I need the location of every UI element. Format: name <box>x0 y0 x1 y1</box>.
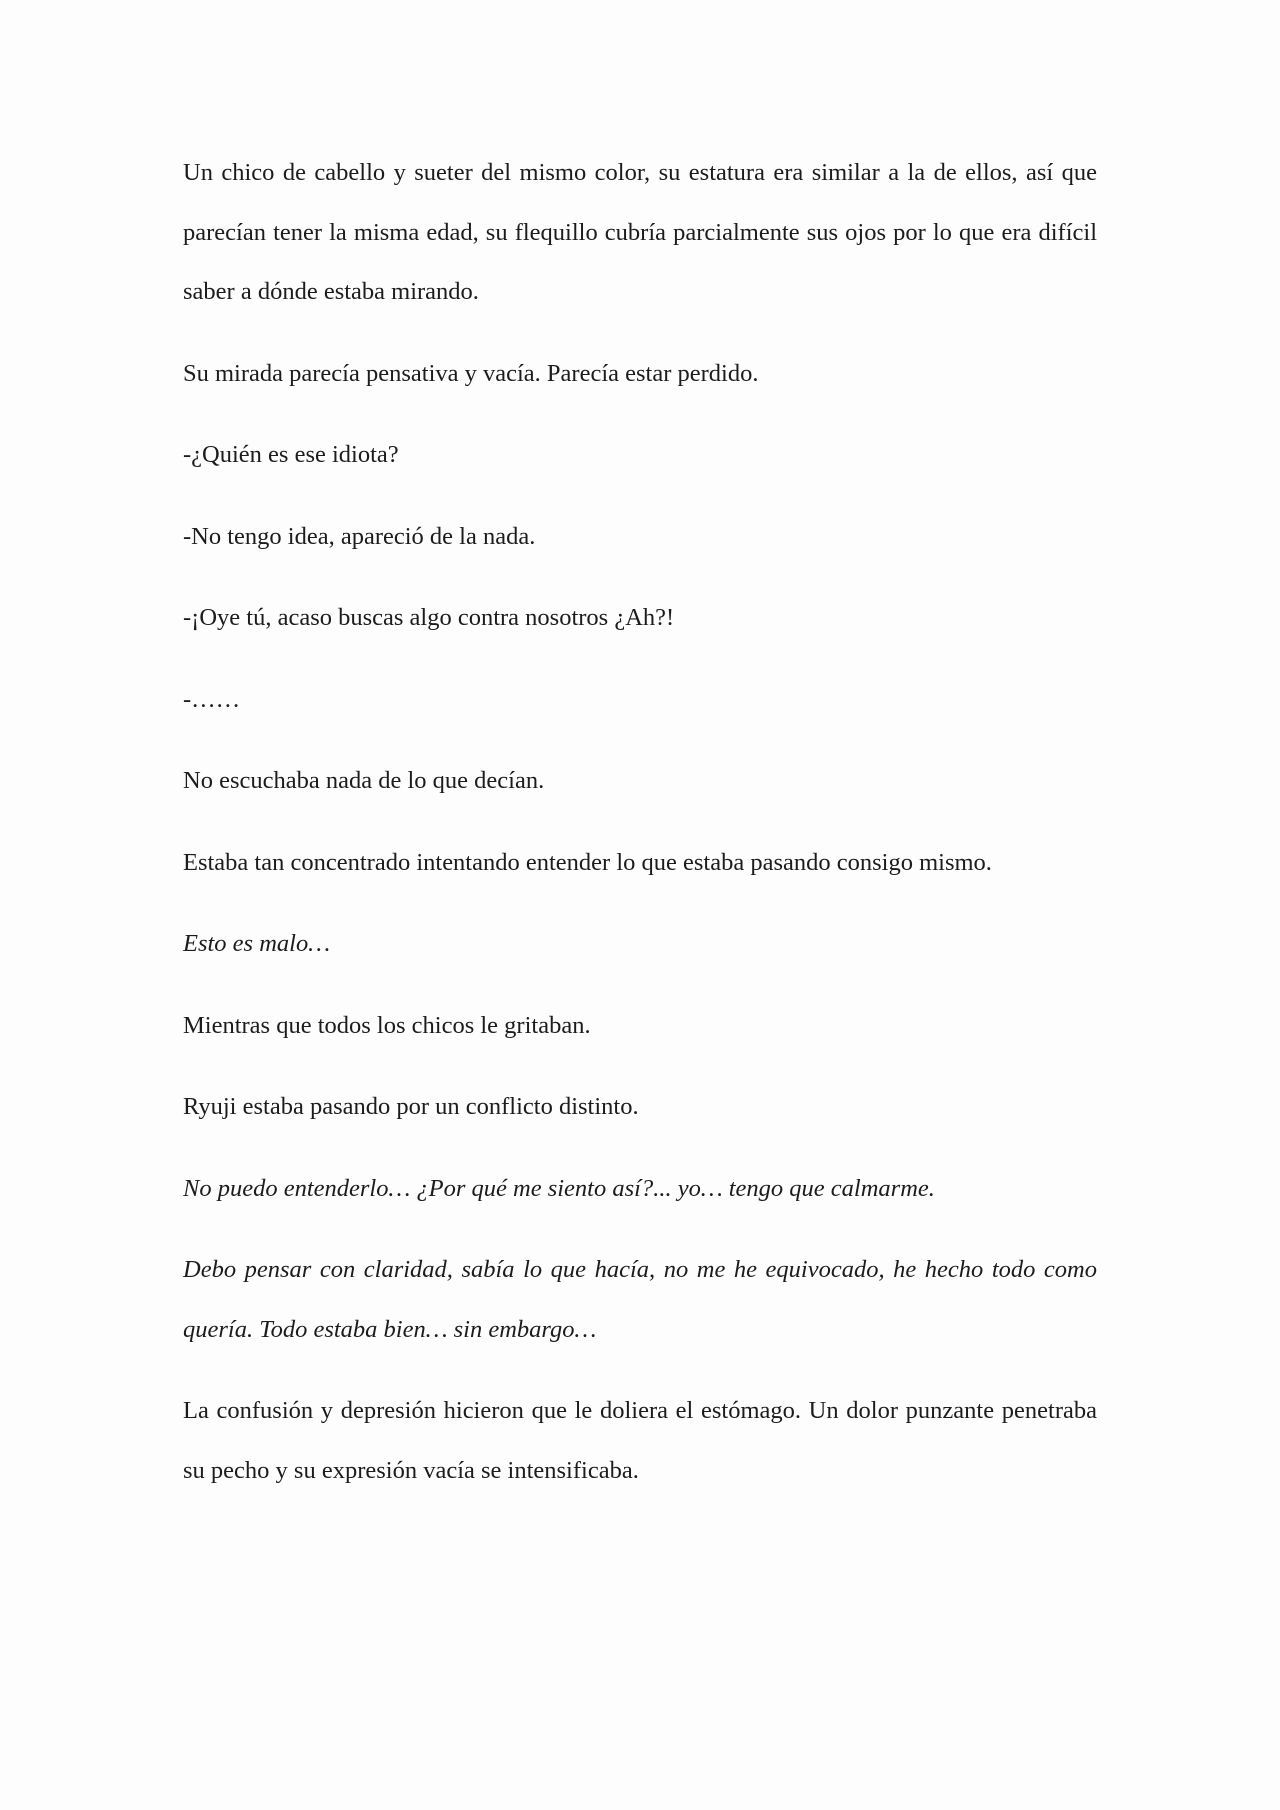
paragraph-1: Un chico de cabello y sueter del mismo color, su estatura era similar a la de ellos, así que parecían tener la misma edad, su flequillo cubría parcialmente sus ojos por lo que era difícil saber a dónde estaba mirando. <box>183 159 1097 305</box>
thought-1: Esto es malo… <box>183 930 330 957</box>
dialogue-line-4: -…… <box>183 685 241 713</box>
paragraph-6: Ryuji estaba pasando por un conflicto distinto. <box>183 1093 639 1120</box>
paragraph-5: Mientras que todos los chicos le gritaban. <box>183 1011 591 1039</box>
paragraph-3: No escuchaba nada de lo que decían. <box>183 767 545 794</box>
paragraph-2: Su mirada parecía pensativa y vacía. Parecía estar perdido. <box>183 359 759 387</box>
dialogue-line-2: -No tengo idea, apareció de la nada. <box>183 522 536 550</box>
thought-3: Debo pensar con claridad, sabía lo que hacía, no me he equivocado, he hecho todo como quería. Todo estaba bien… sin embargo… <box>183 1256 1097 1343</box>
dialogue-line-1: -¿Quién es ese idiota? <box>183 441 399 468</box>
paragraph-4: Estaba tan concentrado intentando entender lo que estaba pasando consigo mismo. <box>183 848 992 876</box>
dialogue-line-3: -¡Oye tú, acaso buscas algo contra nosotros ¿Ah?! <box>183 604 675 631</box>
thought-2: No puedo entenderlo… ¿Por qué me siento así?... yo… tengo que calmarme. <box>183 1174 935 1202</box>
document-page <box>183 143 1097 1522</box>
paragraph-7: La confusión y depresión hicieron que le doliera el estómago. Un dolor punzante penetraba su pecho y su expresión vacía se intensificaba. <box>183 1397 1097 1484</box>
